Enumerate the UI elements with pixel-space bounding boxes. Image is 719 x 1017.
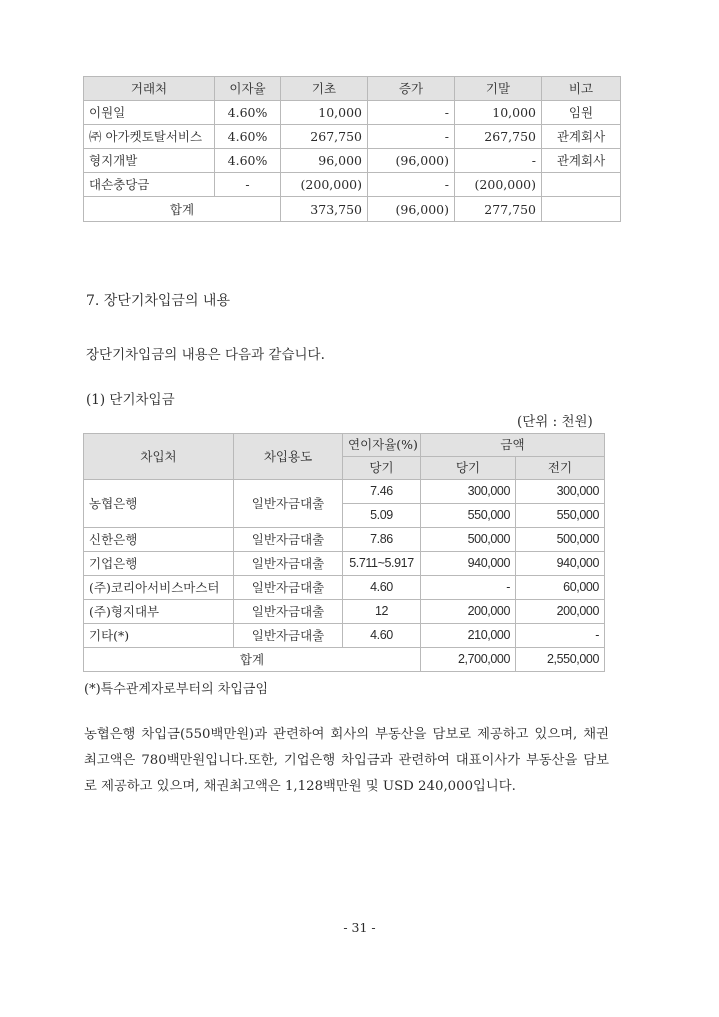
cell-rate: 5.09	[343, 504, 421, 528]
cell-current: 200,000	[421, 600, 516, 624]
total-increase: (96,000)	[368, 197, 455, 222]
cell-note	[542, 173, 621, 197]
cell-closing: (200,000)	[455, 173, 542, 197]
cell-purpose: 일반자금대출	[234, 600, 343, 624]
header-rate-current: 당기	[343, 457, 421, 480]
cell-purpose: 일반자금대출	[234, 480, 343, 528]
cell-opening: 10,000	[281, 101, 368, 125]
table-row	[84, 528, 605, 552]
cell-lender: 신한은행	[84, 528, 234, 552]
header-purpose: 차입용도	[234, 434, 343, 480]
cell-party: ㈜ 아가켓토탈서비스	[84, 125, 215, 149]
header-party: 거래처	[84, 77, 215, 101]
total-row	[84, 197, 621, 222]
header-note: 비고	[542, 77, 621, 101]
cell-lender: (주)형지대부	[84, 600, 234, 624]
cell-rate: 7.46	[343, 480, 421, 504]
total-closing: 277,750	[455, 197, 542, 222]
cell-increase: -	[368, 101, 455, 125]
cell-lender: 기타(*)	[84, 624, 234, 648]
footnote: (*)특수관계자로부터의 차입금임	[84, 682, 269, 697]
cell-opening: 96,000	[281, 149, 368, 173]
table-row	[84, 576, 605, 600]
subsection-title: (1) 단기차입금	[86, 392, 175, 408]
cell-closing: 10,000	[455, 101, 542, 125]
cell-prior: 200,000	[516, 600, 605, 624]
cell-prior: -	[516, 624, 605, 648]
header-rate: 이자율	[215, 77, 281, 101]
cell-party: 형지개발	[84, 149, 215, 173]
cell-current: 940,000	[421, 552, 516, 576]
cell-rate: 4.60%	[215, 101, 281, 125]
cell-closing: -	[455, 149, 542, 173]
cell-increase: -	[368, 173, 455, 197]
cell-rate: 5.711~5.917	[343, 552, 421, 576]
cell-lender: 기업은행	[84, 552, 234, 576]
table-header-row	[84, 434, 605, 457]
header-amount-prior: 전기	[516, 457, 605, 480]
cell-closing: 267,750	[455, 125, 542, 149]
header-amount-current: 당기	[421, 457, 516, 480]
paragraph-line: 로 제공하고 있으며, 채권최고액은 1,128백만원 및 USD 240,000입니다.	[84, 779, 516, 794]
header-opening: 기초	[281, 77, 368, 101]
header-amount-group: 금액	[421, 434, 605, 457]
cell-prior: 550,000	[516, 504, 605, 528]
table-row	[84, 149, 621, 173]
page-number: - 31 -	[343, 920, 376, 935]
loan-table	[83, 76, 621, 222]
cell-opening: 267,750	[281, 125, 368, 149]
cell-purpose: 일반자금대출	[234, 624, 343, 648]
cell-current: 500,000	[421, 528, 516, 552]
total-note	[542, 197, 621, 222]
unit-label: (단위 : 천원)	[517, 414, 593, 430]
cell-party: 대손충당금	[84, 173, 215, 197]
total-label: 합계	[84, 197, 281, 222]
table-row	[84, 173, 621, 197]
header-increase: 증가	[368, 77, 455, 101]
cell-prior: 940,000	[516, 552, 605, 576]
cell-current: -	[421, 576, 516, 600]
cell-rate: 4.60	[343, 576, 421, 600]
cell-note: 임원	[542, 101, 621, 125]
cell-current: 300,000	[421, 480, 516, 504]
cell-current: 550,000	[421, 504, 516, 528]
cell-purpose: 일반자금대출	[234, 552, 343, 576]
table-row	[84, 600, 605, 624]
cell-note: 관계회사	[542, 149, 621, 173]
cell-party: 이원일	[84, 101, 215, 125]
collateral-paragraph	[84, 722, 609, 800]
total-label: 합계	[84, 648, 421, 672]
cell-prior: 300,000	[516, 480, 605, 504]
total-prior: 2,550,000	[516, 648, 605, 672]
cell-purpose: 일반자금대출	[234, 528, 343, 552]
cell-prior: 500,000	[516, 528, 605, 552]
cell-rate: 12	[343, 600, 421, 624]
cell-note: 관계회사	[542, 125, 621, 149]
cell-current: 210,000	[421, 624, 516, 648]
total-current: 2,700,000	[421, 648, 516, 672]
intro-text: 장단기차입금의 내용은 다음과 같습니다.	[86, 347, 325, 363]
cell-purpose: 일반자금대출	[234, 576, 343, 600]
cell-rate: 4.60	[343, 624, 421, 648]
cell-increase: -	[368, 125, 455, 149]
paragraph-line: 농협은행 차입금(550백만원)과 관련하여 회사의 부동산을 담보로 제공하고 있으며, 채권	[84, 727, 609, 742]
total-row	[84, 648, 605, 672]
cell-rate: 4.60%	[215, 149, 281, 173]
table-row	[84, 624, 605, 648]
cell-rate: -	[215, 173, 281, 197]
table-row	[84, 125, 621, 149]
table-row	[84, 101, 621, 125]
header-lender: 차입처	[84, 434, 234, 480]
short-term-borrowings-table	[83, 433, 605, 672]
table-header-row	[84, 77, 621, 101]
header-closing: 기말	[455, 77, 542, 101]
paragraph-line: 최고액은 780백만원입니다.또한, 기업은행 차입금과 관련하여 대표이사가 부동산을 담보	[84, 753, 609, 768]
cell-increase: (96,000)	[368, 149, 455, 173]
table-row	[84, 480, 605, 504]
cell-lender: (주)코리아서비스마스터	[84, 576, 234, 600]
cell-prior: 60,000	[516, 576, 605, 600]
cell-rate: 7.86	[343, 528, 421, 552]
cell-rate: 4.60%	[215, 125, 281, 149]
section-title: 7. 장단기차입금의 내용	[86, 293, 230, 309]
cell-lender: 농협은행	[84, 480, 234, 528]
table-row	[84, 552, 605, 576]
total-opening: 373,750	[281, 197, 368, 222]
header-rate-group: 연이자율(%)	[343, 434, 421, 457]
cell-opening: (200,000)	[281, 173, 368, 197]
